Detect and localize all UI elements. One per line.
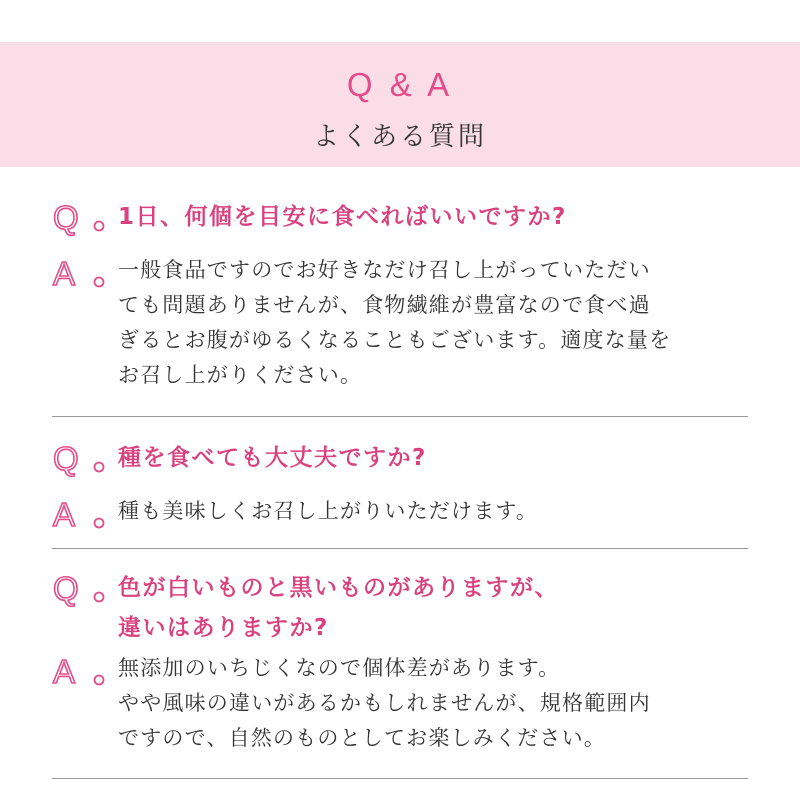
a-badge-letter: A [53,255,76,292]
header-banner [0,42,800,167]
q-badge-letter: Q [53,570,79,607]
answer-line: ても問題ありませんが、食物繊維が豊富なので食べ過 [118,293,651,317]
q-badge-letter: Q [53,440,79,477]
answer-text [118,494,748,529]
q-badge-icon [52,568,110,608]
a-badge-icon [52,494,110,534]
a-badge-letter: A [53,496,76,533]
divider [52,548,748,549]
answer-line: やや風味の違いがあるかもしれませんが、規格範囲内 [118,691,651,715]
question-text [118,568,748,648]
answer-line: 種も美味しくお召し上がりいただけます。 [118,499,539,523]
question-text [118,197,748,237]
divider [52,778,748,779]
q-badge-letter: Q [53,199,79,236]
question-line: 1日、何個を目安に食べればいいですか? [118,204,567,230]
question-line: 色が白いものと黒いものがありますが、 [118,575,559,601]
answer-text [118,253,748,393]
page-subtitle: よくある質問 [312,122,487,152]
question-text [118,438,748,478]
answer-line: ぎるとお腹がゆるくなることもございます。適度な量を [118,328,672,352]
a-badge-letter: A [53,653,76,690]
q-badge-icon [52,438,110,478]
answer-line: ですので、自然のものとしてお楽しみください。 [118,726,606,750]
a-badge-icon [52,651,110,691]
answer-line: 無添加のいちじくなので個体差があります。 [118,656,561,680]
q-badge-icon [52,197,110,237]
answer-line: お召し上がりください。 [118,363,363,387]
answer-text [118,651,748,756]
answer-line: 一般食品ですのでお好きなだけ召し上がっていただい [118,258,651,282]
page-title: Q & A [346,66,454,103]
question-line: 種を食べても大丈夫ですか? [118,445,427,471]
a-badge-icon [52,253,110,293]
divider [52,416,748,417]
question-line: 違いはありますか? [118,615,329,641]
